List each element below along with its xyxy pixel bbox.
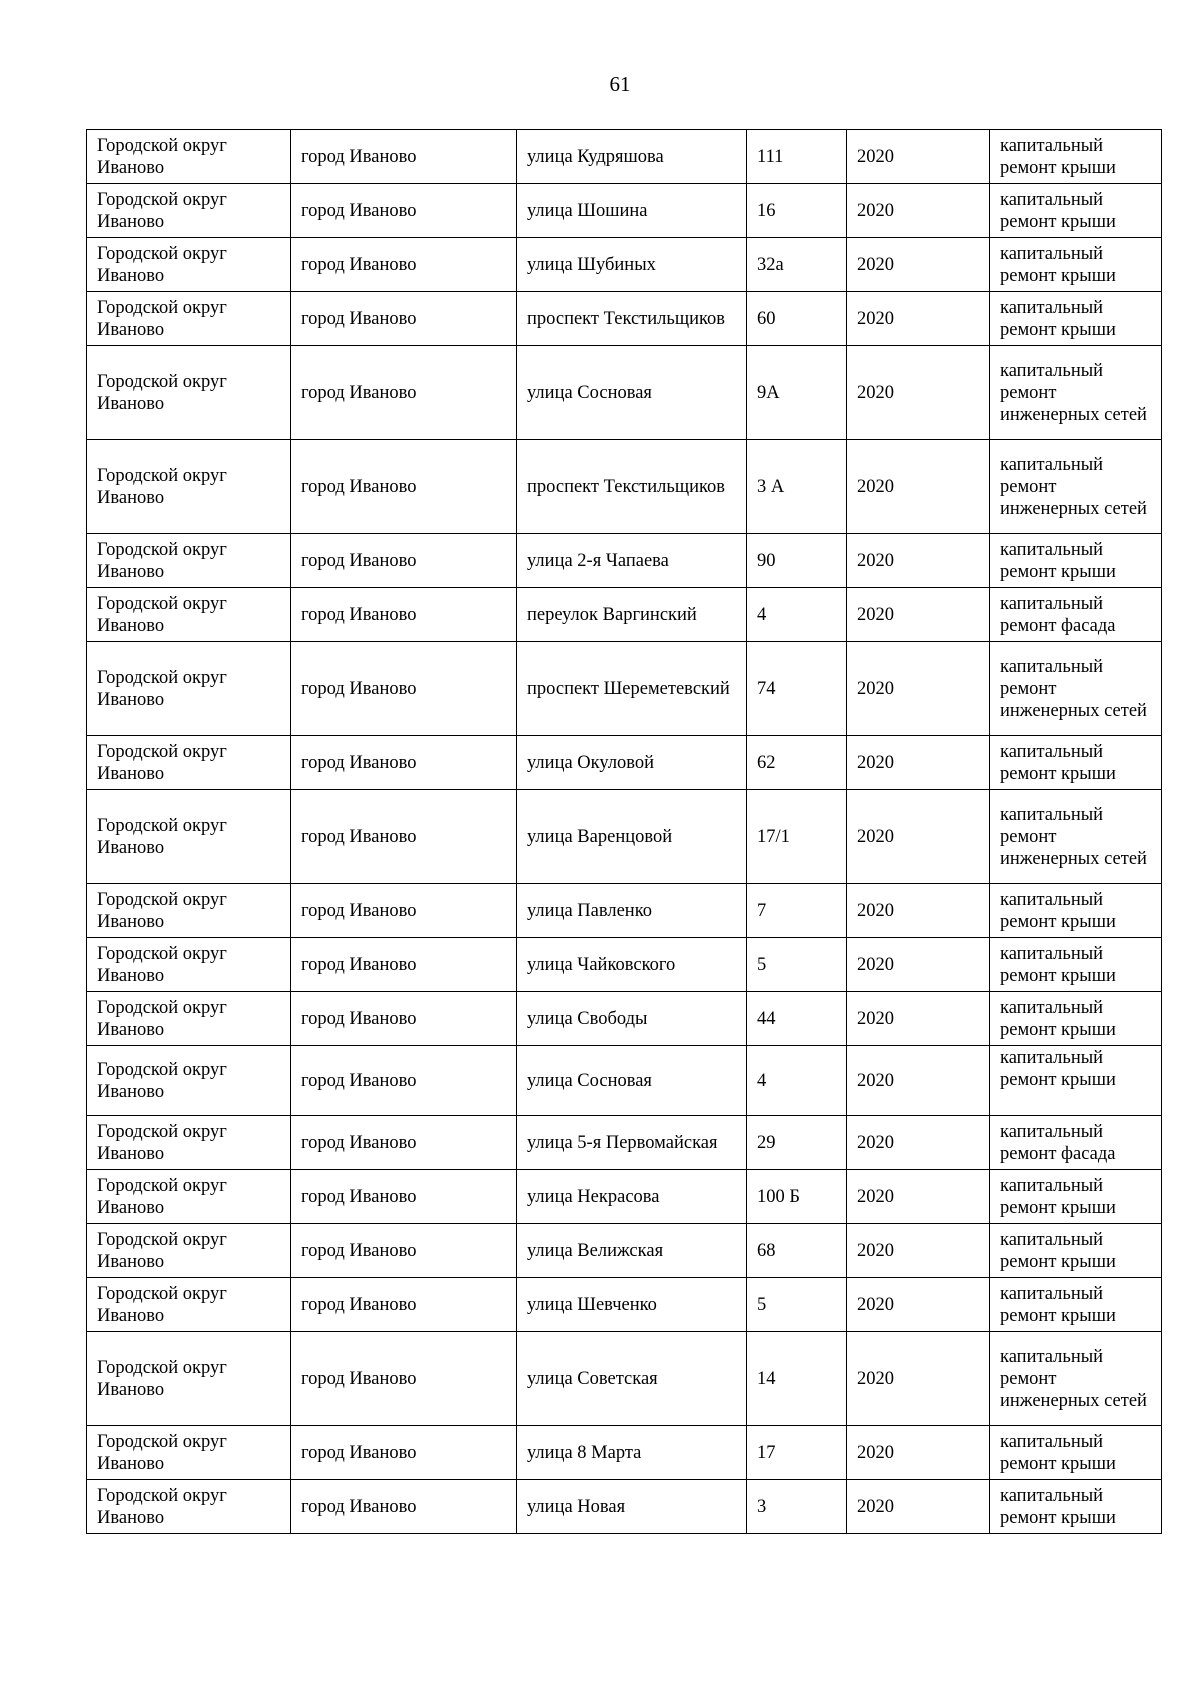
- street-cell: улица 8 Марта: [517, 1426, 747, 1480]
- year-cell: 2020: [847, 884, 990, 938]
- year-cell: 2020: [847, 992, 990, 1046]
- year-cell: 2020: [847, 1278, 990, 1332]
- municipality-cell: Городской округ Иваново: [87, 1278, 291, 1332]
- municipality-cell: Городской округ Иваново: [87, 1480, 291, 1534]
- house-number-cell: 111: [747, 130, 847, 184]
- work-type-cell: капитальный ремонт фасада: [990, 588, 1162, 642]
- settlement-cell: город Иваново: [291, 440, 517, 534]
- work-type-cell: капитальный ремонт крыши: [990, 1278, 1162, 1332]
- settlement-cell: город Иваново: [291, 184, 517, 238]
- year-cell: 2020: [847, 1426, 990, 1480]
- municipality-cell: Городской округ Иваново: [87, 1426, 291, 1480]
- settlement-cell: город Иваново: [291, 292, 517, 346]
- street-cell: улица Чайковского: [517, 938, 747, 992]
- year-cell: 2020: [847, 1480, 990, 1534]
- settlement-cell: город Иваново: [291, 238, 517, 292]
- year-cell: 2020: [847, 736, 990, 790]
- municipality-cell: Городской округ Иваново: [87, 1170, 291, 1224]
- street-cell: улица Кудряшова: [517, 130, 747, 184]
- house-number-cell: 17/1: [747, 790, 847, 884]
- street-cell: проспект Текстильщиков: [517, 292, 747, 346]
- street-cell: проспект Текстильщиков: [517, 440, 747, 534]
- street-cell: улица Сосновая: [517, 346, 747, 440]
- year-cell: 2020: [847, 1224, 990, 1278]
- table-row: [87, 130, 1162, 184]
- work-type-cell: капитальный ремонт крыши: [990, 1046, 1162, 1116]
- street-cell: улица Шубиных: [517, 238, 747, 292]
- work-type-cell: капитальный ремонт крыши: [990, 736, 1162, 790]
- settlement-cell: город Иваново: [291, 1426, 517, 1480]
- municipality-cell: Городской округ Иваново: [87, 588, 291, 642]
- year-cell: 2020: [847, 1116, 990, 1170]
- table-row: [87, 1278, 1162, 1332]
- municipality-cell: Городской округ Иваново: [87, 1332, 291, 1426]
- municipality-cell: Городской округ Иваново: [87, 884, 291, 938]
- table-row: [87, 790, 1162, 884]
- street-cell: улица Новая: [517, 1480, 747, 1534]
- settlement-cell: город Иваново: [291, 1224, 517, 1278]
- street-cell: улица Сосновая: [517, 1046, 747, 1116]
- municipality-cell: Городской округ Иваново: [87, 130, 291, 184]
- table-row: [87, 346, 1162, 440]
- table-body: [87, 130, 1162, 1534]
- house-number-cell: 7: [747, 884, 847, 938]
- municipality-cell: Городской округ Иваново: [87, 1046, 291, 1116]
- settlement-cell: город Иваново: [291, 588, 517, 642]
- table-row: [87, 238, 1162, 292]
- house-number-cell: 5: [747, 1278, 847, 1332]
- work-type-cell: капитальный ремонт крыши: [990, 238, 1162, 292]
- work-type-cell: капитальный ремонт крыши: [990, 992, 1162, 1046]
- municipality-cell: Городской округ Иваново: [87, 642, 291, 736]
- page-number: 61: [609, 72, 631, 96]
- house-number-cell: 17: [747, 1426, 847, 1480]
- table-row: [87, 884, 1162, 938]
- year-cell: 2020: [847, 588, 990, 642]
- work-type-cell: капитальный ремонт крыши: [990, 130, 1162, 184]
- house-number-cell: 62: [747, 736, 847, 790]
- work-type-cell: капитальный ремонт крыши: [990, 938, 1162, 992]
- work-type-cell: капитальный ремонт крыши: [990, 884, 1162, 938]
- house-number-cell: 4: [747, 1046, 847, 1116]
- table-row: [87, 1332, 1162, 1426]
- municipality-cell: Городской округ Иваново: [87, 1224, 291, 1278]
- table-row: [87, 292, 1162, 346]
- street-cell: переулок Варгинский: [517, 588, 747, 642]
- house-number-cell: 14: [747, 1332, 847, 1426]
- house-number-cell: 16: [747, 184, 847, 238]
- work-type-cell: капитальный ремонт крыши: [990, 1426, 1162, 1480]
- settlement-cell: город Иваново: [291, 884, 517, 938]
- table-row: [87, 1426, 1162, 1480]
- municipality-cell: Городской округ Иваново: [87, 292, 291, 346]
- street-cell: улица Шошина: [517, 184, 747, 238]
- municipality-cell: Городской округ Иваново: [87, 736, 291, 790]
- settlement-cell: город Иваново: [291, 346, 517, 440]
- year-cell: 2020: [847, 790, 990, 884]
- year-cell: 2020: [847, 938, 990, 992]
- work-type-cell: капитальный ремонт крыши: [990, 1480, 1162, 1534]
- street-cell: проспект Шереметевский: [517, 642, 747, 736]
- table-row: [87, 1116, 1162, 1170]
- house-number-cell: 4: [747, 588, 847, 642]
- municipality-cell: Городской округ Иваново: [87, 238, 291, 292]
- house-number-cell: 3: [747, 1480, 847, 1534]
- settlement-cell: город Иваново: [291, 1480, 517, 1534]
- table-row: [87, 1046, 1162, 1116]
- house-number-cell: 100 Б: [747, 1170, 847, 1224]
- table-row: [87, 1224, 1162, 1278]
- street-cell: улица Шевченко: [517, 1278, 747, 1332]
- work-type-cell: капитальный ремонт инженерных сетей: [990, 790, 1162, 884]
- settlement-cell: город Иваново: [291, 938, 517, 992]
- work-type-cell: капитальный ремонт инженерных сетей: [990, 440, 1162, 534]
- street-cell: улица Некрасова: [517, 1170, 747, 1224]
- street-cell: улица Свободы: [517, 992, 747, 1046]
- table-row: [87, 938, 1162, 992]
- settlement-cell: город Иваново: [291, 1170, 517, 1224]
- settlement-cell: город Иваново: [291, 790, 517, 884]
- table-row: [87, 1480, 1162, 1534]
- table-row: [87, 642, 1162, 736]
- year-cell: 2020: [847, 238, 990, 292]
- year-cell: 2020: [847, 1332, 990, 1426]
- settlement-cell: город Иваново: [291, 534, 517, 588]
- work-type-cell: капитальный ремонт крыши: [990, 292, 1162, 346]
- work-type-cell: капитальный ремонт инженерных сетей: [990, 1332, 1162, 1426]
- house-number-cell: 32а: [747, 238, 847, 292]
- house-number-cell: 3 А: [747, 440, 847, 534]
- work-type-cell: капитальный ремонт крыши: [990, 1170, 1162, 1224]
- house-number-cell: 68: [747, 1224, 847, 1278]
- house-number-cell: 60: [747, 292, 847, 346]
- year-cell: 2020: [847, 292, 990, 346]
- house-number-cell: 29: [747, 1116, 847, 1170]
- table-row: [87, 736, 1162, 790]
- year-cell: 2020: [847, 1046, 990, 1116]
- repair-schedule-table: [86, 129, 1162, 1534]
- municipality-cell: Городской округ Иваново: [87, 184, 291, 238]
- house-number-cell: 5: [747, 938, 847, 992]
- work-type-cell: капитальный ремонт инженерных сетей: [990, 642, 1162, 736]
- street-cell: улица 5-я Первомайская: [517, 1116, 747, 1170]
- municipality-cell: Городской округ Иваново: [87, 938, 291, 992]
- year-cell: 2020: [847, 534, 990, 588]
- municipality-cell: Городской округ Иваново: [87, 992, 291, 1046]
- year-cell: 2020: [847, 184, 990, 238]
- table-row: [87, 440, 1162, 534]
- work-type-cell: капитальный ремонт крыши: [990, 1224, 1162, 1278]
- house-number-cell: 44: [747, 992, 847, 1046]
- year-cell: 2020: [847, 346, 990, 440]
- settlement-cell: город Иваново: [291, 1332, 517, 1426]
- settlement-cell: город Иваново: [291, 992, 517, 1046]
- house-number-cell: 90: [747, 534, 847, 588]
- work-type-cell: капитальный ремонт крыши: [990, 534, 1162, 588]
- settlement-cell: город Иваново: [291, 1278, 517, 1332]
- settlement-cell: город Иваново: [291, 642, 517, 736]
- street-cell: улица Велижская: [517, 1224, 747, 1278]
- year-cell: 2020: [847, 440, 990, 534]
- table-row: [87, 534, 1162, 588]
- municipality-cell: Городской округ Иваново: [87, 440, 291, 534]
- municipality-cell: Городской округ Иваново: [87, 534, 291, 588]
- municipality-cell: Городской округ Иваново: [87, 1116, 291, 1170]
- settlement-cell: город Иваново: [291, 1116, 517, 1170]
- work-type-cell: капитальный ремонт инженерных сетей: [990, 346, 1162, 440]
- settlement-cell: город Иваново: [291, 130, 517, 184]
- street-cell: улица 2-я Чапаева: [517, 534, 747, 588]
- settlement-cell: город Иваново: [291, 1046, 517, 1116]
- year-cell: 2020: [847, 642, 990, 736]
- year-cell: 2020: [847, 1170, 990, 1224]
- house-number-cell: 9А: [747, 346, 847, 440]
- street-cell: улица Варенцовой: [517, 790, 747, 884]
- work-type-cell: капитальный ремонт фасада: [990, 1116, 1162, 1170]
- year-cell: 2020: [847, 130, 990, 184]
- work-type-cell: капитальный ремонт крыши: [990, 184, 1162, 238]
- table-row: [87, 992, 1162, 1046]
- municipality-cell: Городской округ Иваново: [87, 790, 291, 884]
- street-cell: улица Павленко: [517, 884, 747, 938]
- street-cell: улица Советская: [517, 1332, 747, 1426]
- settlement-cell: город Иваново: [291, 736, 517, 790]
- house-number-cell: 74: [747, 642, 847, 736]
- street-cell: улица Окуловой: [517, 736, 747, 790]
- table-row: [87, 184, 1162, 238]
- table-row: [87, 1170, 1162, 1224]
- municipality-cell: Городской округ Иваново: [87, 346, 291, 440]
- table-row: [87, 588, 1162, 642]
